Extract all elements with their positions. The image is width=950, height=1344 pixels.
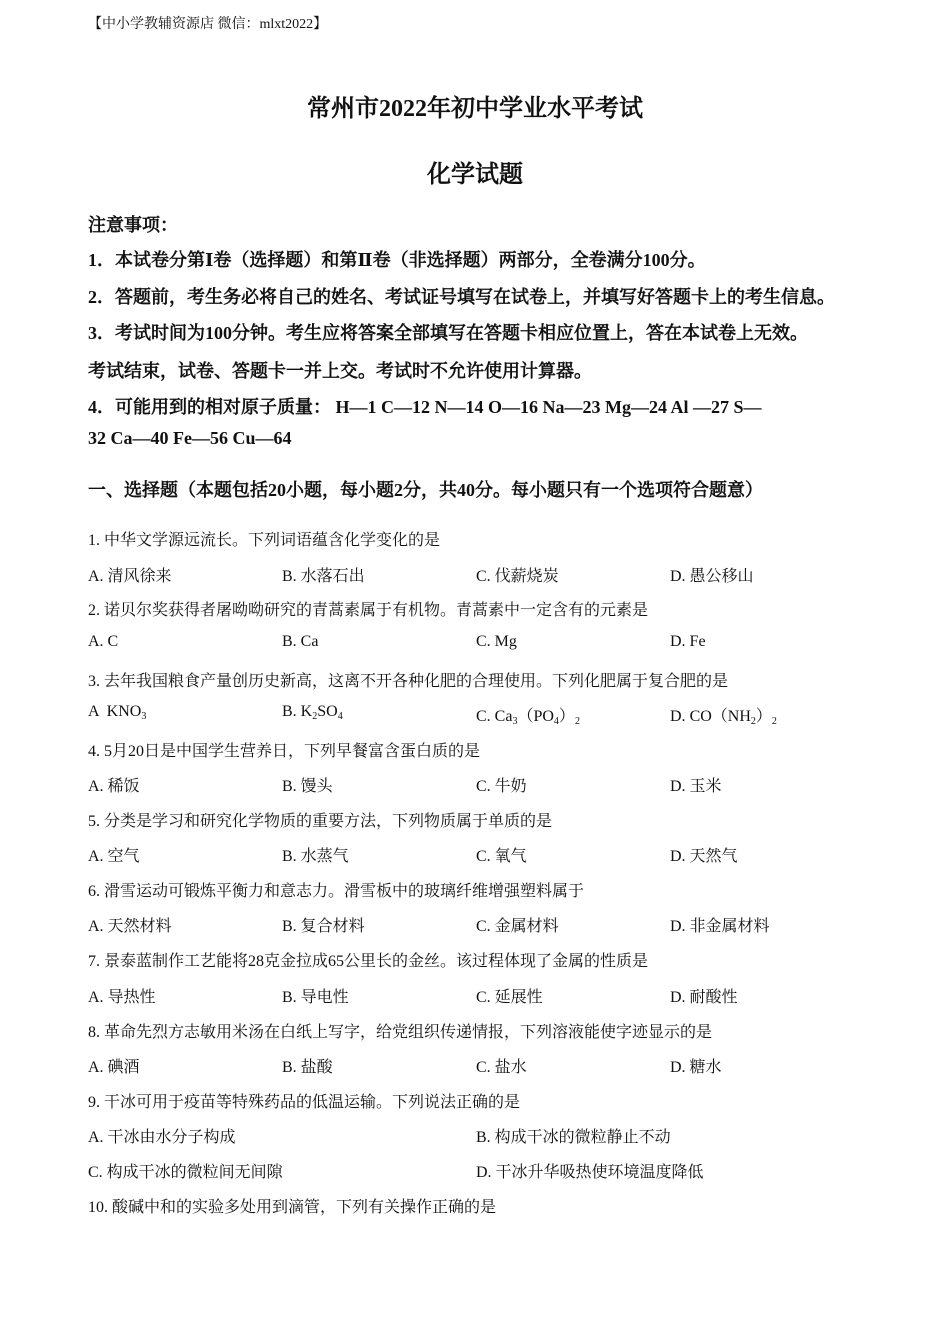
option-b: B. 盐酸	[282, 1059, 333, 1076]
option-c: C. Mg	[476, 633, 517, 650]
option-b: B. 复合材料	[282, 918, 365, 935]
question-stem: 3. 去年我国粮食产量创历史新高，这离不开各种化肥的合理使用。下列化肥属于复合肥的是	[88, 673, 729, 690]
formula-text: KNO	[106, 703, 142, 720]
header-note: 【中小学教辅资源店 微信：mlxt2022】	[88, 17, 328, 32]
notice-item-3: 3．考试时间为100分钟。考生应将答案全部填写在答题卡相应位置上，答在本试卷上无效。	[88, 323, 808, 343]
formula-subscript: 3	[141, 711, 147, 722]
formula-subscript: 2	[574, 716, 580, 727]
option-a: A. 天然材料	[88, 918, 172, 935]
notice-item-2: 2．答题前，考生务必将自己的姓名、考试证号填写在试卷上，并填写好答题卡上的考生信息。	[88, 287, 835, 307]
option-d: D. 非金属材料	[670, 918, 770, 935]
option-c: C. 延展性	[476, 989, 543, 1006]
question-stem: 10. 酸碱中和的实验多处用到滴管，下列有关操作正确的是	[88, 1199, 497, 1216]
formula-text: K	[300, 703, 313, 720]
option-b	[282, 703, 343, 721]
formula-subscript: 3	[512, 716, 518, 727]
option-label: D.	[670, 708, 690, 725]
formula-subscript: 4	[337, 711, 343, 722]
formula-subscript: 4	[553, 716, 559, 727]
question-stem: 9. 干冰可用于疫苗等特殊药品的低温运输。下列说法正确的是	[88, 1094, 521, 1111]
option-c: C. 伐薪烧炭	[476, 568, 559, 585]
option-b: B. Ca	[282, 633, 319, 650]
page-title: 常州市2022年初中学业水平考试	[307, 96, 643, 122]
option-d: D. 耐酸性	[670, 989, 738, 1006]
formula-text: ）	[755, 708, 772, 725]
option-c: C. 金属材料	[476, 918, 559, 935]
option-label: C.	[476, 708, 495, 725]
option-a: A. 清风徐来	[88, 568, 172, 585]
option-d: D. 糖水	[670, 1059, 722, 1076]
formula-text: Ca	[494, 708, 513, 725]
question-stem: 6. 滑雪运动可锻炼平衡力和意志力。滑雪板中的玻璃纤维增强塑料属于	[88, 883, 585, 900]
option-a: A. 稀饭	[88, 778, 140, 795]
notice-item-4-continued: 32 Ca—40 Fe—56 Cu—64	[88, 428, 292, 448]
option-b: B. 水蒸气	[282, 848, 349, 865]
question-stem: 4. 5月20日是中国学生营养日，下列早餐富含蛋白质的是	[88, 743, 481, 760]
option-c: C. 盐水	[476, 1059, 527, 1076]
question-stem: 1. 中华文学源远流长。下列词语蕴含化学变化的是	[88, 532, 441, 549]
option-a: A. 干冰由水分子构成	[88, 1129, 236, 1146]
option-a	[88, 703, 146, 721]
option-b: B. 馒头	[282, 778, 333, 795]
question-stem: 5. 分类是学习和研究化学物质的重要方法，下列物质属于单质的是	[88, 813, 553, 830]
notice-item-3-continued: 考试结束，试卷、答题卡一并上交。考试时不允许使用计算器。	[88, 361, 592, 381]
notice-heading: 注意事项：	[88, 215, 178, 235]
option-d: D. Fe	[670, 633, 706, 650]
option-a: A. 碘酒	[88, 1059, 140, 1076]
page-subtitle: 化学试题	[427, 162, 523, 188]
option-a: A. 导热性	[88, 989, 156, 1006]
option-a: A. C	[88, 633, 119, 650]
notice-item-4: 4．可能用到的相对原子质量： H—1 C—12 N—14 O—16 Na—23 Mg—24 Al —27 S—	[88, 397, 762, 417]
option-d: D. 干冰升华吸热使环境温度降低	[476, 1164, 704, 1181]
option-label: A	[88, 703, 107, 720]
option-b: B. 导电性	[282, 989, 349, 1006]
option-b: B. 构成干冰的微粒静止不动	[476, 1129, 671, 1146]
option-c: C. 构成干冰的微粒间无间隙	[88, 1164, 283, 1181]
formula-text: SO	[317, 703, 338, 720]
option-a: A. 空气	[88, 848, 140, 865]
formula-text: CO（NH	[689, 708, 751, 725]
option-d: D. 天然气	[670, 848, 738, 865]
formula-subscript: 2	[312, 711, 318, 722]
option-c	[476, 703, 580, 726]
formula-subscript: 2	[771, 716, 777, 727]
section-heading: 一、选择题（本题包括20小题，每小题2分，共40分。每小题只有一个选项符合题意）	[88, 480, 763, 500]
formula-text: ）	[558, 708, 575, 725]
question-stem: 7. 景泰蓝制作工艺能将28克金拉成65公里长的金丝。该过程体现了金属的性质是	[88, 953, 649, 970]
option-d: D. 愚公移山	[670, 568, 754, 585]
formula-subscript: 2	[750, 716, 756, 727]
option-d	[670, 703, 777, 726]
formula-text: （PO	[517, 708, 554, 725]
option-c: C. 氧气	[476, 848, 527, 865]
option-b: B. 水落石出	[282, 568, 365, 585]
option-c: C. 牛奶	[476, 778, 527, 795]
option-label: B.	[282, 703, 301, 720]
question-stem: 2. 诺贝尔奖获得者屠呦呦研究的青蒿素属于有机物。青蒿素中一定含有的元素是	[88, 602, 649, 619]
question-stem: 8. 革命先烈方志敏用米汤在白纸上写字，给党组织传递情报，下列溶液能使字迹显示的是	[88, 1024, 713, 1041]
notice-item-1: 1．本试卷分第Ⅰ卷（选择题）和第Ⅱ卷（非选择题）两部分，全卷满分100分。	[88, 250, 706, 270]
option-d: D. 玉米	[670, 778, 722, 795]
